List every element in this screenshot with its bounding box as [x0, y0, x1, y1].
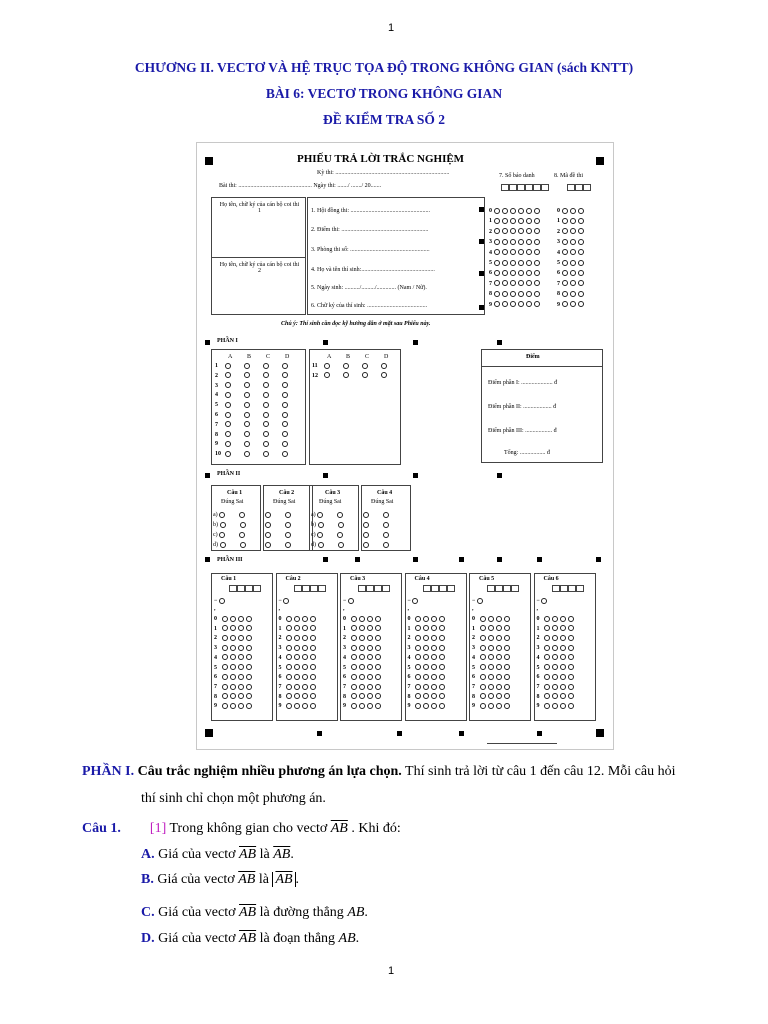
lesson-heading: BÀI 6: VECTƠ TRONG KHÔNG GIAN: [265, 86, 503, 101]
phan-3-label: PHẦN III: [217, 557, 243, 563]
segment-ab: AB: [338, 931, 356, 946]
phan-1-row: 2: [215, 372, 301, 381]
phan-3-row: 3: [408, 644, 448, 653]
so-bao-danh-row: 9: [489, 301, 542, 310]
option-text: Giá của vectơ: [158, 931, 236, 946]
phan-3-row: 9: [472, 702, 512, 711]
phan-3-row: 2: [472, 634, 512, 643]
phan-3-row: 1: [343, 625, 383, 634]
ma-de-thi-label: 8. Mã đề thi: [554, 173, 583, 179]
option-text: Giá của vectơ: [157, 872, 235, 887]
ma-de-row: 0: [557, 207, 586, 216]
question-1-stem: [82, 821, 401, 837]
abcd-header: A B C D: [228, 354, 290, 360]
abcd-header: A B C D: [327, 354, 389, 360]
dung-sai-header: Đúng Sai: [319, 499, 342, 505]
phan-1-row: 4: [215, 391, 301, 400]
phan-1-row: 10: [215, 450, 301, 459]
phan-2-label: PHẦN II: [217, 471, 241, 477]
phan-3-row: 5: [408, 664, 448, 673]
question-level: [1]: [149, 821, 167, 836]
alignment-mark: [596, 157, 604, 165]
phan-1-row: 1: [215, 362, 301, 371]
phan-3-cells: [552, 585, 584, 594]
phan-3-row: 1: [214, 625, 254, 634]
so-bao-danh-row: 0: [489, 207, 542, 216]
phan-3-row: 0: [408, 615, 448, 624]
phan-3-cells: [229, 585, 261, 594]
phan-2-row: [265, 511, 293, 520]
ma-de-row: 5: [557, 259, 586, 268]
comma-row: ,: [214, 606, 216, 612]
minus-row: −: [279, 597, 292, 606]
phan-3-row: 5: [343, 664, 383, 673]
test-heading: ĐỀ KIỂM TRA SỐ 2: [322, 112, 446, 127]
phan-3-row: 1: [472, 625, 512, 634]
score-box: [481, 349, 603, 463]
minus-row: −: [472, 597, 485, 606]
phan-3-cells: [358, 585, 390, 594]
phan-3-row: 8: [343, 693, 383, 702]
comma-row: ,: [278, 606, 280, 612]
phan-3-row: 1: [279, 625, 319, 634]
phan-3-header: Câu 3: [350, 576, 366, 582]
option-key: D.: [141, 931, 155, 946]
option-text: Giá của vectơ: [158, 847, 236, 862]
ma-de-cells: [567, 184, 591, 193]
phan-3-row: 3: [343, 644, 383, 653]
score-line: Điểm phần III: .................. đ: [488, 428, 557, 434]
phan-3-row: 0: [343, 615, 383, 624]
phan-3-header: Câu 4: [414, 576, 430, 582]
option-text: Giá của vectơ: [158, 905, 236, 920]
phan-2-row: b): [311, 521, 346, 530]
vector-ab: $\overline{AB}$: [273, 847, 291, 862]
phan-3-row: 6: [408, 673, 448, 682]
score-title: Điểm: [526, 354, 540, 360]
phan-1-row: 8: [215, 431, 301, 440]
phan-3-header: Câu 5: [479, 576, 495, 582]
phan-3-row: 6: [279, 673, 319, 682]
ma-de-row: 1: [557, 217, 586, 226]
field-phong-thi: 3. Phòng thi số: .....................................................: [311, 247, 430, 253]
so-bao-danh-cells: [501, 184, 549, 193]
phan-2-row: [363, 531, 391, 540]
phan-3-row: 7: [279, 683, 319, 692]
minus-row: −: [408, 597, 421, 606]
page-number-top: 1: [388, 22, 395, 34]
stem-tail: . Khi đó:: [351, 821, 401, 836]
phan-1-row: 12: [312, 372, 400, 381]
answer-sheet: [196, 142, 614, 750]
vector-ab: $\overline{AB}$: [275, 872, 293, 887]
phan-3-row: 9: [537, 702, 577, 711]
alignment-mark: [205, 729, 213, 737]
phan-3-row: 5: [279, 664, 319, 673]
phan-3-row: 5: [537, 664, 577, 673]
phan-3-row: 3: [214, 644, 254, 653]
field-ho-ten: 4. Họ và tên thí sinh:.................................................: [311, 267, 435, 273]
phan-1-row: 7: [215, 421, 301, 430]
option-d[interactable]: [141, 931, 359, 947]
phan-3-row: 2: [408, 634, 448, 643]
phan-3-row: 7: [343, 683, 383, 692]
so-bao-danh-row: 5: [489, 259, 542, 268]
option-text: là đoạn thẳng: [259, 931, 336, 946]
score-line: Điểm phần II: ................... đ: [488, 404, 557, 410]
phan-1-label: PHẦN I: [217, 338, 238, 344]
phan-3-row: 3: [472, 644, 512, 653]
phan-2-row: c): [213, 531, 247, 540]
phan-3-header: Câu 1: [221, 576, 237, 582]
option-key: A.: [141, 847, 155, 862]
sheet-title: PHIẾU TRẢ LỜI TRẮC NGHIỆM: [297, 153, 465, 165]
phan-3-row: 8: [279, 693, 319, 702]
phan-2-row: a): [213, 511, 247, 520]
phan-3-cells: [294, 585, 326, 594]
phan-2-header: Câu 2: [279, 490, 295, 496]
phan-2-row: d): [213, 541, 248, 550]
ma-de-row: 4: [557, 249, 586, 258]
phan-3-row: 7: [214, 683, 254, 692]
phan-2-row: [265, 521, 293, 530]
option-text: là: [258, 872, 269, 887]
phan-3-row: 0: [279, 615, 319, 624]
phan-3-row: 4: [279, 654, 319, 663]
section-label: PHẦN I.: [82, 764, 135, 779]
comma-row: ,: [472, 606, 474, 612]
alignment-mark: [596, 729, 604, 737]
phan-3-row: 7: [537, 683, 577, 692]
so-bao-danh-row: 8: [489, 290, 542, 299]
phan-2-header: Câu 3: [325, 490, 341, 496]
question-label: Câu 1.: [82, 821, 121, 836]
sheet-note: Chú ý: Thí sinh cần đọc kỹ hướng dẫn ở mặt sau Phiếu này.: [281, 321, 431, 327]
phan-1-row: 11: [312, 362, 400, 371]
option-text: là đường thẳng: [259, 905, 344, 920]
comma-row: ,: [343, 606, 345, 612]
candidate-info-box: [307, 197, 485, 315]
phan-2-row: c): [311, 531, 345, 540]
chapter-heading: CHƯƠNG II. VECTƠ VÀ HỆ TRỤC TỌA ĐỘ TRONG KHÔNG GIAN (sách KNTT): [134, 60, 634, 75]
line-ab: AB: [347, 905, 365, 920]
so-bao-danh-row: 4: [489, 249, 542, 258]
ma-de-row: 9: [557, 301, 586, 310]
phan-1-row: 5: [215, 401, 301, 410]
ma-de-row: 6: [557, 269, 586, 278]
phan-3-row: 6: [537, 673, 577, 682]
vector-magnitude: [272, 872, 295, 887]
dung-sai-header: Đúng Sai: [371, 499, 394, 505]
phan-3-cells: [423, 585, 455, 594]
phan-3-row: 4: [343, 654, 383, 663]
option-key: B.: [141, 872, 154, 887]
field-hoi-dong: 1. Hội đồng thi: .....................................................: [311, 208, 431, 214]
vector-ab: $\overline{AB}$: [238, 872, 256, 887]
option-text: .: [295, 872, 300, 887]
section-text-2: thí sinh chỉ chọn một phương án.: [141, 791, 326, 806]
signature-2-label: Họ tên, chữ ký của cán bộ coi thi 2: [219, 262, 300, 274]
phan-2-row: [363, 541, 391, 550]
so-bao-danh-label: 7. Số báo danh: [499, 173, 535, 179]
phan-3-row: 1: [537, 625, 577, 634]
phan-3-row: 2: [537, 634, 577, 643]
ma-de-row: 2: [557, 228, 586, 237]
phan-3-row: 9: [279, 702, 319, 711]
phan-3-header: Câu 2: [285, 576, 301, 582]
phan-3-row: 4: [472, 654, 512, 663]
phan-2-row: [363, 511, 391, 520]
minus-row: −: [537, 597, 550, 606]
phan-3-row: 2: [214, 634, 254, 643]
so-bao-danh-row: 6: [489, 269, 542, 278]
phan-1-row: 9: [215, 440, 301, 449]
ma-de-row: 3: [557, 238, 586, 247]
ma-de-row: 8: [557, 290, 586, 299]
section-bold: Câu trắc nghiệm nhiều phương án lựa chọn.: [137, 764, 402, 779]
phan-3-row: 9: [343, 702, 383, 711]
phan-3-row: 9: [408, 702, 448, 711]
option-text: .: [364, 905, 368, 920]
vector-ab: $\overline{AB}$: [239, 931, 257, 946]
stem-text: Trong không gian cho vectơ: [169, 821, 328, 836]
phan-3-row: 5: [472, 664, 512, 673]
phan-3-cells: [487, 585, 519, 594]
phan-2-row: [265, 541, 293, 550]
vector-ab: $\overline{AB}$: [239, 847, 257, 862]
phan-3-row: 3: [537, 644, 577, 653]
phan-2-row: [363, 521, 391, 530]
phan-2-header: Câu 1: [227, 490, 243, 496]
phan-3-row: 2: [343, 634, 383, 643]
field-ngay-sinh: 5. Ngày sinh: ........../........./............. (Nam / Nữ).: [311, 285, 427, 291]
section-intro: [82, 764, 675, 780]
phan-2-row: a): [311, 511, 345, 520]
phan-3-row: 5: [214, 664, 254, 673]
score-line: Điểm phần I: ..................... đ: [488, 380, 558, 386]
phan-3-row: 6: [214, 673, 254, 682]
comma-row: ,: [536, 606, 538, 612]
so-bao-danh-row: 1: [489, 217, 542, 226]
phan-3-row: 6: [343, 673, 383, 682]
phan-3-row: 8: [472, 693, 512, 702]
phan-3-row: 1: [408, 625, 448, 634]
phan-3-row: 0: [537, 615, 577, 624]
so-bao-danh-row: 3: [489, 238, 542, 247]
phan-1-row: 3: [215, 382, 301, 391]
option-text: .: [290, 847, 294, 862]
phan-3-row: 8: [537, 693, 577, 702]
page-number-bottom: 1: [388, 965, 395, 977]
so-bao-danh-row: 7: [489, 280, 542, 289]
phan-3-row: 4: [214, 654, 254, 663]
phan-3-row: 3: [279, 644, 319, 653]
alignment-mark: [205, 157, 213, 165]
phan-3-row: 7: [472, 683, 512, 692]
minus-row: −: [214, 597, 227, 606]
signature-box: [211, 197, 306, 315]
phan-3-row: 4: [537, 654, 577, 663]
option-c[interactable]: [141, 905, 368, 921]
ky-thi-line: Kỳ thi: ............................................................................: [317, 170, 450, 176]
phan-3-row: 0: [214, 615, 254, 624]
section-text: Thí sinh trả lời từ câu 1 đến câu 12. Mỗi câu hỏi: [405, 764, 676, 779]
field-diem-thi: 2. Điểm thi: ..........................................................: [311, 227, 429, 233]
comma-row: ,: [407, 606, 409, 612]
phan-3-row: 9: [214, 702, 254, 711]
phan-3-row: 8: [408, 693, 448, 702]
minus-row: −: [343, 597, 356, 606]
score-total: Tổng: ................. đ: [504, 450, 550, 456]
phan-2-header: Câu 4: [377, 490, 393, 496]
phan-2-row: d): [311, 541, 346, 550]
dung-sai-header: Đúng Sai: [273, 499, 296, 505]
phan-2-row: [265, 531, 293, 540]
phan-3-row: 4: [408, 654, 448, 663]
option-text: là: [259, 847, 270, 862]
phan-3-row: 2: [279, 634, 319, 643]
signature-1-label: Họ tên, chữ ký của cán bộ coi thi 1: [219, 202, 300, 214]
phan-1-row: 6: [215, 411, 301, 420]
so-bao-danh-row: 2: [489, 228, 542, 237]
option-b[interactable]: [141, 872, 299, 888]
phan-3-row: 7: [408, 683, 448, 692]
option-key: C.: [141, 905, 155, 920]
option-a[interactable]: [141, 847, 294, 863]
vector-ab: $\overline{AB}$: [330, 821, 348, 836]
bai-thi-line: Bài thi: ................................................. Ngày thi: ......./ ......./ 20.......: [219, 183, 382, 189]
vector-ab: $\overline{AB}$: [239, 905, 257, 920]
phan-2-row: b): [213, 521, 248, 530]
ma-de-row: 7: [557, 280, 586, 289]
phan-3-row: 0: [472, 615, 512, 624]
option-text: .: [355, 931, 360, 946]
field-chu-ky: 6. Chữ ký của thí sinh: ........................................: [311, 303, 428, 309]
phan-3-row: 8: [214, 693, 254, 702]
dung-sai-header: Đúng Sai: [221, 499, 244, 505]
phan-3-row: 6: [472, 673, 512, 682]
phan-3-header: Câu 6: [543, 576, 559, 582]
